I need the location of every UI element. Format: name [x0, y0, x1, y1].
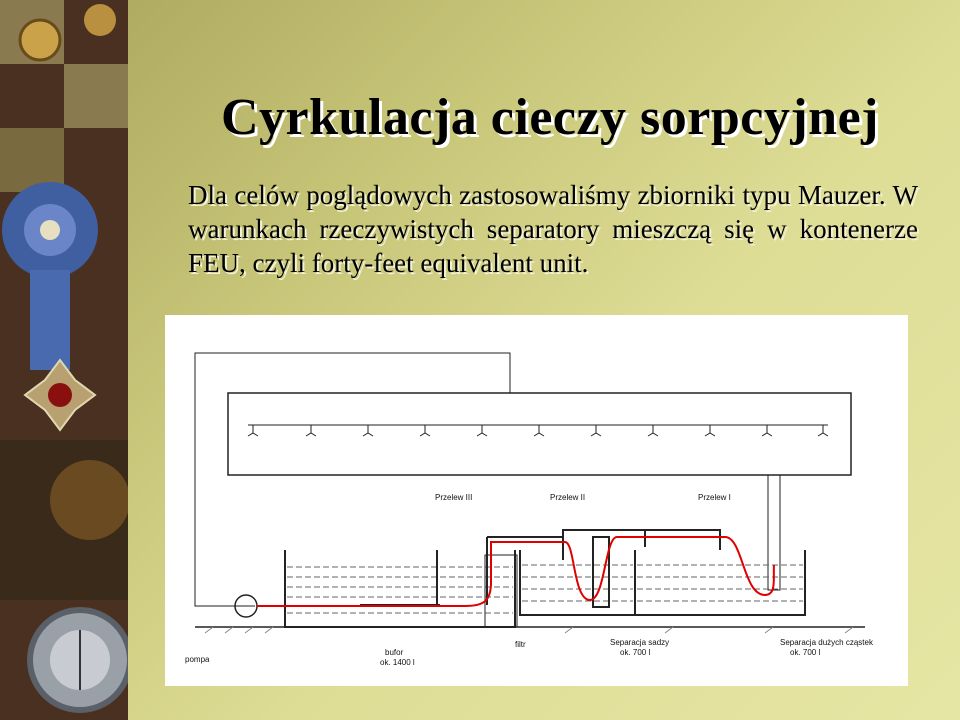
label-overflow-1: Przelew I: [698, 493, 731, 502]
slide-title: Cyrkulacja cieczy sorpcyjnej: [220, 89, 880, 146]
overflow-3-pipe: [487, 537, 563, 560]
label-filter: filtr: [515, 640, 526, 649]
label-soot-separation: Separacja sadzy: [610, 638, 670, 647]
label-particle-volume: ok. 700 l: [790, 648, 821, 657]
label-overflow-2: Przelew II: [550, 493, 586, 502]
label-overflow-3: Przelew III: [435, 493, 473, 502]
label-particle-separation: Separacja dużych cząstek: [780, 638, 873, 647]
buffer-tank: [285, 550, 515, 627]
medals-photo-decoration: [0, 0, 128, 720]
label-buffer-volume: ok. 1400 l: [380, 658, 415, 667]
circulation-diagram: [165, 315, 908, 686]
spray-manifold: [228, 393, 851, 475]
overflow-2-pipe: [563, 530, 645, 547]
circulation-diagram-svg: [165, 315, 908, 686]
slide-body-text: Dla celów poglądowych zastosowaliśmy zbiorniki typu Mauzer. W warunkach rzeczywistych separatory mieszczą się w kontenerze FEU, czyli forty-feet equivalent unit.: [188, 180, 918, 278]
spray-nozzles: [248, 425, 828, 436]
overflow-1-pipe: [645, 530, 720, 550]
label-soot-volume: ok. 700 l: [620, 648, 651, 657]
label-pump: pompa: [185, 655, 210, 664]
label-buffer: bufor: [385, 648, 404, 657]
decorative-side-image: [0, 0, 128, 720]
return-pipe: [195, 353, 510, 606]
